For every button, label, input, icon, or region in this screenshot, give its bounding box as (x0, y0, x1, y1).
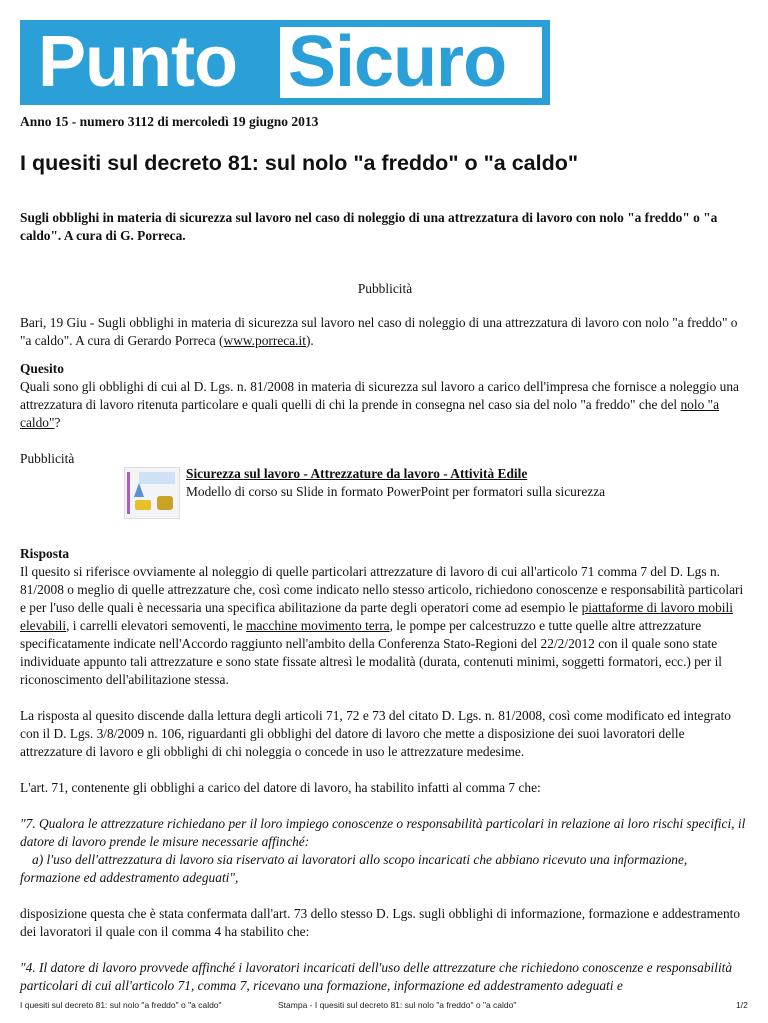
intro-paragraph: Bari, 19 Giu - Sugli obblighi in materia di sicurezza sul lavoro nel caso di noleggio di una attrezzatura di lavoro con nolo "a freddo" o "a caldo". A cura di Gerardo Porreca (www.porreca.it). (20, 315, 738, 348)
risposta-section (20, 545, 750, 995)
quesito-section: Quesito Quali sono gli obblighi di cui al D. Lgs. n. 81/2008 in materia di sicurezza sul lavoro a carico dell'impresa che fornisce a noleggio una attrezzatura di lavoro ritenuta particolare e quali quelli di chi la prende in consegna nel caso sia del nolo "a freddo" che del nolo "a caldo"? (20, 361, 739, 430)
porreca-link[interactable]: www.porreca.it (223, 333, 306, 348)
quesito-heading: Quesito (20, 361, 64, 376)
risposta-heading: Risposta (20, 546, 70, 561)
footer-title: I quesiti sul decreto 81: sul nolo "a freddo" o "a caldo" (20, 1000, 222, 1010)
article-title: I quesiti sul decreto 81: sul nolo "a freddo" o "a caldo" (20, 151, 579, 175)
ad-thumbnail[interactable] (124, 467, 180, 519)
ad-label: Pubblicità (20, 451, 75, 466)
footer-page-number: 1/2 (736, 1000, 748, 1010)
risposta-paragraph-1: Il quesito si riferisce ovviamente al noleggio di quelle particolari attrezzature di lavoro di cui all'articolo 71 comma 7 del D. Lgs n. 81/2008 o meglio di quelle attrezzature che, così come indicato nello stesso articolo, richiedono conoscenze e responsabilità particolari e per l'uso delle quali è necessaria una specifica abilitazione da parte degli operatori come ad esempio le piattaforme di lavoro mobili elevabili, i carrelli elevatori semoventi, le macchine movimento terra, le pompe per calcestruzzo e tutte quelle altre attrezzature specificatamente indicate nell'Accordo raggiunto nell'ambito della Conferenza Stato-Regioni del 22/2/2012 con il quale sono state individuate appunto tali attrezzature e sono state fissate altresì le modalità (durata, contenuti minimi, soggetti formatori, ecc.) per il riconoscimento dell'abilitazione stessa. (20, 564, 744, 687)
quote-art73: "4. Il datore di lavoro provvede affinché i lavoratori incaricati dell'uso delle attrezzature che richiedono conoscenze e responsabilità particolari di cui all'articolo 71, comma 7, ricevano una formazione, informazione ed addestramento adeguati e (20, 960, 733, 993)
punto-sicuro-logo (20, 20, 550, 105)
footer-print-title: Stampa - I quesiti sul decreto 81: sul nolo "a freddo" o "a caldo" (278, 1000, 517, 1010)
article-subtitle: Sugli obblighi in materia di sicurezza sul lavoro nel caso di noleggio di una attrezzatura di lavoro con nolo "a freddo" o "a caldo". A cura di G. Porreca. (20, 210, 718, 243)
macchine-movimento-terra-link[interactable]: macchine movimento terra (246, 618, 390, 633)
piattaforme-link[interactable]: piattaforme di lavoro mobili elevabili (20, 600, 733, 633)
quote-art71-a: a) l'uso dell'attrezzatura di lavoro sia riservato ai lavoratori allo scopo incaricati che abbiano ricevuto una informazione, formazione ed addestramento adeguati", (20, 852, 688, 885)
ad-label-center: Pubblicità (357, 281, 413, 296)
risposta-paragraph-2: La risposta al quesito discende dalla lettura degli articoli 71, 72 e 73 del citato D. Lgs. n. 81/2008, così come modificato ed integrato con il D. Lgs. 3/8/2009 n. 106, riguardanti gli obblighi del datore di lavoro che mette a disposizione dei suoi lavoratori delle attrezzature di lavoro e gli obblighi di chi noleggia o concede in uso le attrezzature medesime. (20, 708, 731, 759)
ad-block (186, 465, 746, 501)
risposta-paragraph-4: disposizione questa che è stata confermata dall'art. 73 dello stesso D. Lgs. sugli obblighi di informazione, formazione e addestramento dei lavoratori il quale con il comma 4 ha stabilito che: (20, 906, 741, 939)
quote-art71: "7. Qualora le attrezzature richiedano per il loro impiego conoscenze o responsabilità particolari in relazione ai loro rischi specifici, il datore di lavoro prende le misure necessarie affinché: (20, 816, 746, 849)
nolo-a-caldo-link[interactable]: nolo "a caldo" (20, 397, 720, 430)
risposta-paragraph-3: L'art. 71, contenente gli obblighi a carico del datore di lavoro, ha stabilito infatti al comma 7 che: (20, 780, 541, 795)
ad-description: Modello di corso su Slide in formato PowerPoint per formatori sulla sicurezza (186, 484, 606, 499)
issue-date: Anno 15 - numero 3112 di mercoledì 19 giugno 2013 (20, 114, 319, 129)
logo-punto: Punto (38, 22, 237, 102)
ad-link[interactable]: Sicurezza sul lavoro - Attrezzature da lavoro - Attività Edile (186, 466, 528, 481)
logo-sicuro: Sicuro (288, 22, 507, 102)
